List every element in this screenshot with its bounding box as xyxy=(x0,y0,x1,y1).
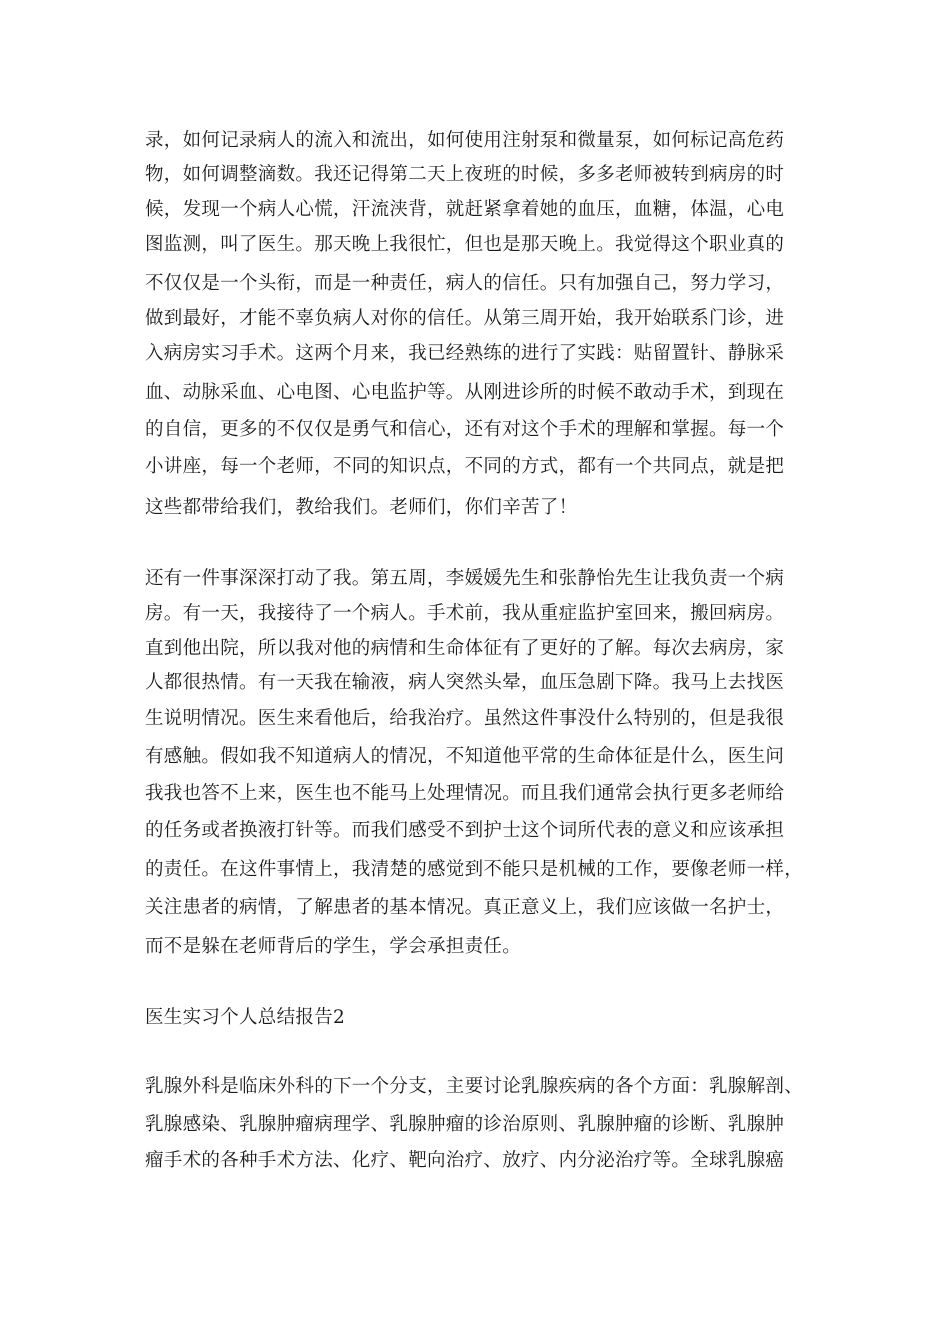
section-title: 医生实习个人总结报告2 xyxy=(145,1007,346,1028)
text-line: 小讲座，每一个老师，不同的知识点，不同的方式，都有一个共同点，就是把 xyxy=(145,456,785,477)
text-line: 这些都带给我们，教给我们。老师们，你们辛苦了！ xyxy=(145,497,578,518)
text-line: 生说明情况。医生来看他后，给我治疗。虽然这件事没什么特别的，但是我很 xyxy=(145,708,785,729)
text-line: 直到他出院，所以我对他的病情和生命体征有了更好的了解。每次去病房，家 xyxy=(145,638,785,659)
text-line: 关注患者的病情，了解患者的基本情况。真正意义上，我们应该做一名护士， xyxy=(145,897,785,918)
text-line: 录，如何记录病人的流入和流出，如何使用注射泵和微量泵，如何标记高危药 xyxy=(145,130,785,151)
text-line: 有感触。假如我不知道病人的情况，不知道他平常的生命体征是什么，医生问 xyxy=(145,746,785,767)
text-line: 而不是躲在老师背后的学生，学会承担责任。 xyxy=(145,936,522,957)
text-line: 不仅仅是一个头衔，而是一种责任，病人的信任。只有加强自己，努力学习， xyxy=(145,273,785,294)
text-line: 入病房实习手术。这两个月来，我已经熟练的进行了实践：贴留置针、静脉采 xyxy=(145,343,785,364)
text-line: 候，发现一个病人心慌，汗流浃背，就赶紧拿着她的血压，血糖，体温，心电 xyxy=(145,199,785,220)
text-line: 房。有一天，我接待了一个病人。手术前，我从重症监护室回来，搬回病房。 xyxy=(145,603,785,624)
text-line: 乳腺外科是临床外科的下一个分支，主要讨论乳腺疾病的各个方面：乳腺解剖、 xyxy=(145,1076,804,1097)
text-line: 我我也答不上来，医生也不能马上处理情况。而且我们通常会执行更多老师给 xyxy=(145,783,785,804)
text-line: 人都很热情。有一天我在输液，病人突然头晕，血压急剧下降。我马上去找医 xyxy=(145,672,785,693)
text-line: 的任务或者换液打针等。而我们感受不到护士这个词所代表的意义和应该承担 xyxy=(145,820,785,841)
text-line: 物，如何调整滴数。我还记得第二天上夜班的时候，多多老师被转到病房的时 xyxy=(145,164,785,185)
text-line: 的自信，更多的不仅仅是勇气和信心，还有对这个手术的理解和掌握。每一个 xyxy=(145,419,785,440)
text-line: 做到最好，才能不辜负病人对你的信任。从第三周开始，我开始联系门诊，进 xyxy=(145,308,785,329)
text-line: 还有一件事深深打动了我。第五周，李媛媛先生和张静怡先生让我负责一个病 xyxy=(145,568,785,589)
text-line: 的责任。在这件事情上，我清楚的感觉到不能只是机械的工作，要像老师一样， xyxy=(145,859,804,880)
text-line: 血、动脉采血、心电图、心电监护等。从刚进诊所的时候不敢动手术，到现在 xyxy=(145,382,785,403)
text-line: 乳腺感染、乳腺肿瘤病理学、乳腺肿瘤的诊治原则、乳腺肿瘤的诊断、乳腺肿 xyxy=(145,1114,785,1135)
text-line: 图监测，叫了医生。那天晚上我很忙，但也是那天晚上。我觉得这个职业真的 xyxy=(145,234,785,255)
text-line: 瘤手术的各种手术方法、化疗、靶向治疗、放疗、内分泌治疗等。全球乳腺癌 xyxy=(145,1150,785,1171)
